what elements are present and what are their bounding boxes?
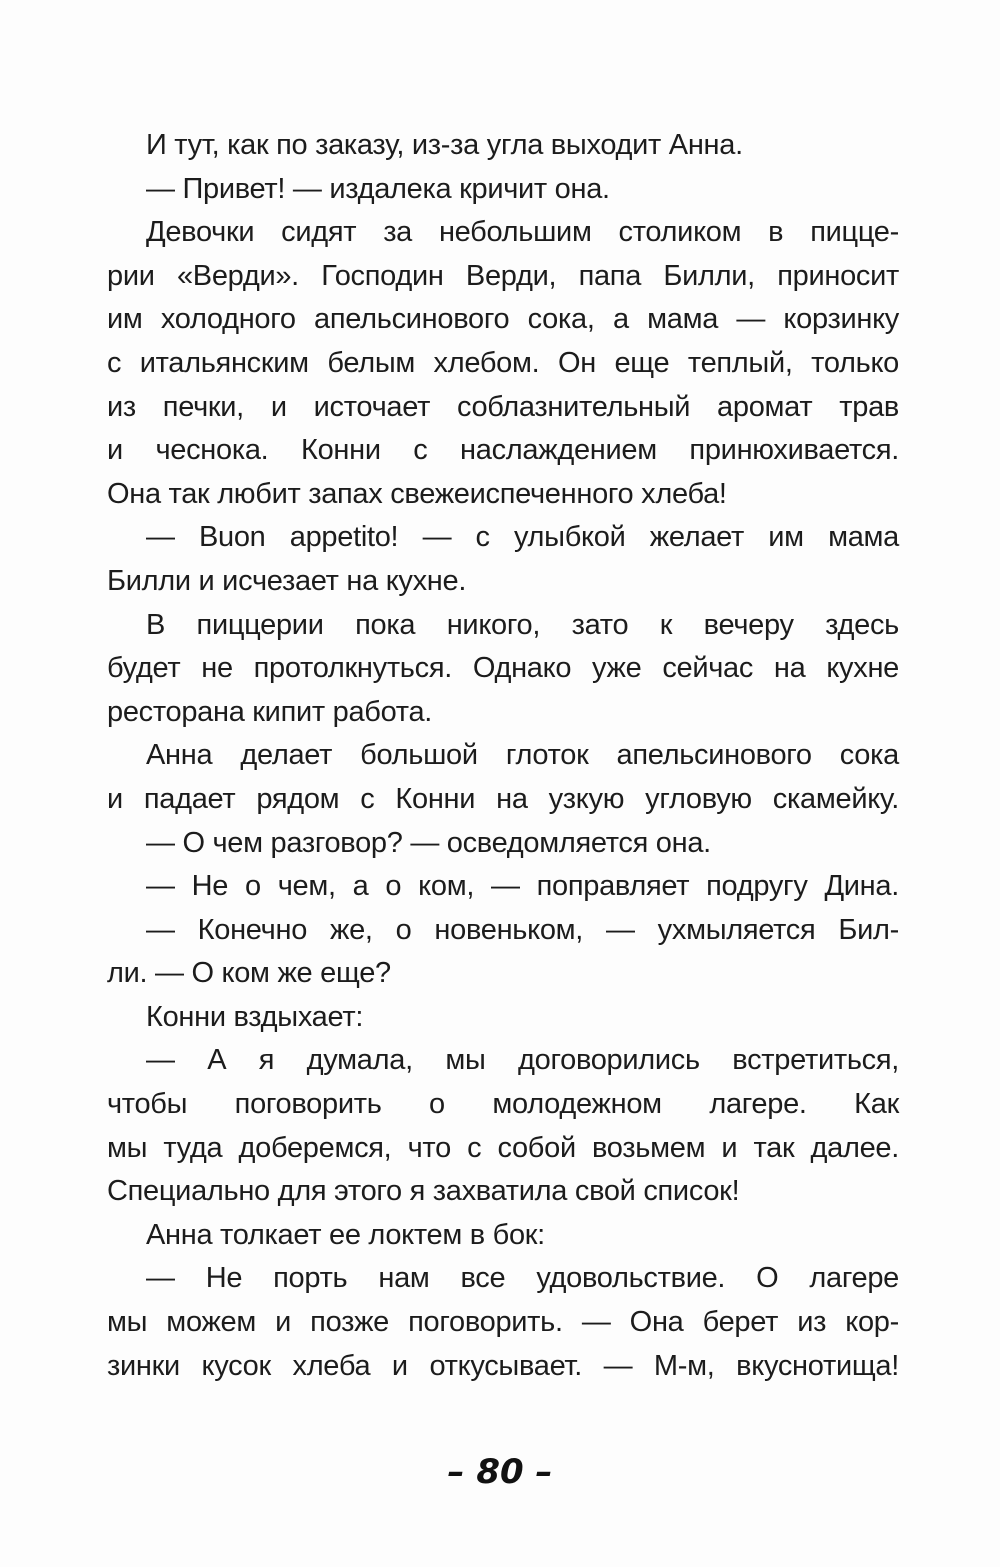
text-line: и падает рядом с Конни на узкую угловую скамейку. — [107, 782, 899, 815]
text-line: — Buon appetito! — с улыбкой желает им мама — [146, 521, 899, 554]
text-line: с итальянским белым хлебом. Он еще теплый, только — [107, 346, 899, 379]
text-line: Анна делает большой глоток апельсинового сока — [146, 739, 899, 772]
text-line: И тут, как по заказу, из-за угла выходит Анна. — [146, 129, 743, 161]
text-line: Девочки сидят за небольшим столиком в пицце- — [146, 216, 899, 249]
text-line: ли. — О ком же еще? — [107, 957, 391, 990]
text-line: ресторана кипит работа. — [107, 695, 433, 728]
text-line: Билли и исчезает на кухне. — [107, 564, 467, 597]
text-line: Специально для этого я захватила свой список! — [107, 1175, 740, 1208]
text-line: В пиццерии пока никого, зато к вечеру здесь — [146, 608, 899, 641]
text-line: Анна толкает ее локтем в бок: — [146, 1218, 545, 1251]
page-number: – 80 – — [447, 1452, 553, 1492]
text-line: зинки кусок хлеба и откусывает. — М-м, вкуснотища! — [107, 1349, 899, 1382]
text-line: будет не протолкнуться. Однако уже сейчас на кухне — [107, 652, 899, 685]
text-line: — Привет! — издалека кричит она. — [146, 172, 610, 205]
text-line: — А я думала, мы договорились встретиться, — [146, 1044, 899, 1077]
text-line: мы туда доберемся, что с собой возьмем и так далее. — [107, 1131, 899, 1164]
text-line: из печки, и источает соблазнительный аромат трав — [107, 390, 899, 423]
text-line: чтобы поговорить о молодежном лагере. Как — [107, 1088, 899, 1121]
text-line: — Не о чем, а о ком, — поправляет подругу Дина. — [146, 870, 899, 903]
text-line: мы можем и позже поговорить. — Она берет из кор- — [107, 1306, 899, 1339]
text-line: Конни вздыхает: — [146, 1000, 364, 1033]
text-line: и чеснока. Конни с наслаждением принюхивается. — [107, 434, 899, 467]
text-line: — О чем разговор? — осведомляется она. — [146, 826, 711, 859]
text-line: им холодного апельсинового сока, а мама — корзинку — [107, 303, 899, 336]
text-line: — Конечно же, о новеньком, — ухмыляется Бил- — [146, 913, 899, 946]
body-text — [107, 124, 899, 1388]
text-line: рии «Верди». Господин Верди, папа Билли, приносит — [107, 259, 899, 292]
text-line: — Не порть нам все удовольствие. О лагере — [146, 1262, 899, 1295]
text-line: Она так любит запах свежеиспеченного хлеба! — [107, 477, 727, 510]
